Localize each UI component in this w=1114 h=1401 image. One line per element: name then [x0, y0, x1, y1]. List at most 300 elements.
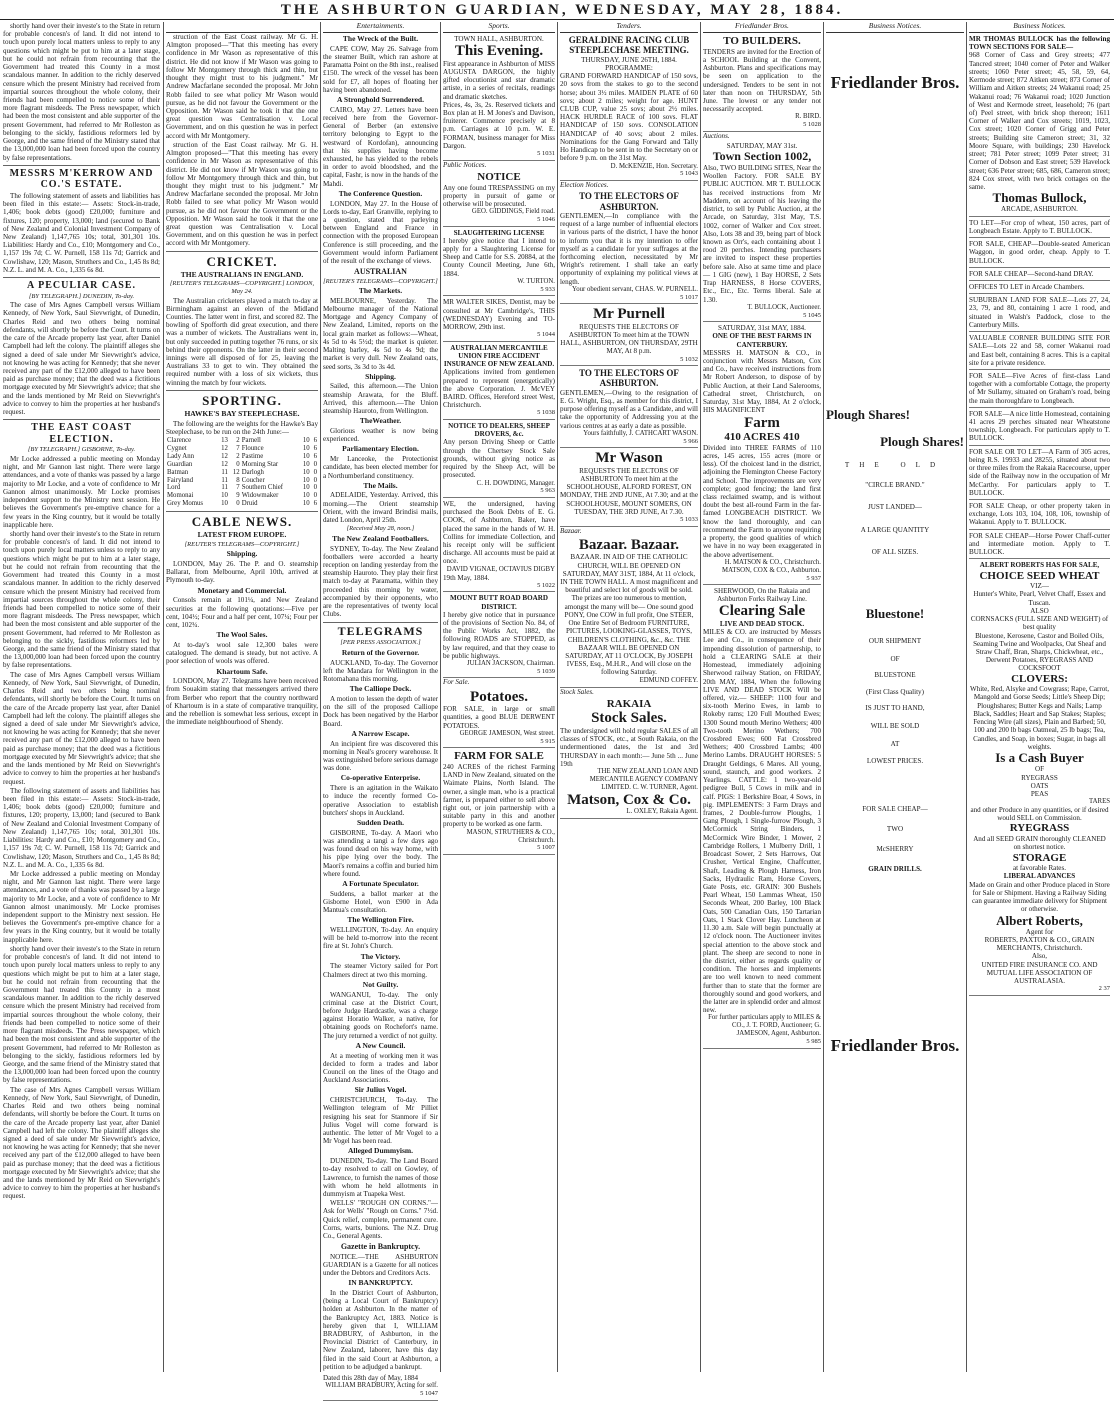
- builders-body: TENDERS are invited for the Erection of a SCHOOL Building at the Convent, Ashburton. Plans and specifications may be seen on application to the undersigned. Tenders to be sent in not later than noon on THURSDAY, 5th June. The lowest or any tender not necessarily accepted.: [703, 47, 821, 114]
- footballers-body: SYDNEY, To-day. The New Zealand footballers were accorded a hearty reception on landing yesterday from the steamship Hauroto. They play their first match to-day at Paramatta, within they proceeded this morning by water, accompanied by their opponents, who are the representatives of twenty local Clubs.: [323, 544, 438, 619]
- farm-sig: H. MATSON & CO., Christchurch. MATSON, COX & CO., Ashburton.: [722, 558, 821, 574]
- racing-ref: 5 1043: [680, 170, 698, 178]
- election-head: Election Notices.: [560, 180, 609, 189]
- cash-buyer: Is a Cash Buyer: [995, 749, 1084, 765]
- column-rule: [823, 22, 824, 1372]
- weights-cell: 0: [313, 468, 317, 476]
- dock-head: The Calliope Dock.: [349, 684, 412, 694]
- column-rule: [557, 22, 558, 1372]
- coop-body: There is an agitation in the Waikato to induce the recently formed Co-operative Association to establish butchers' shops in Auckland.: [323, 784, 438, 817]
- auction1-date: SATURDAY, MAY 31st.: [726, 142, 798, 151]
- weights-cell: 6: [313, 437, 317, 445]
- partnership-sig: DAVID VIGNAE, OCTAVIUS DIGBY: [446, 565, 555, 573]
- the-old: THE OLD: [844, 460, 946, 469]
- cricket-body: The Australian cricketers played a match to-day at Birmingham against an eleven of the Midland Counties. The latter went in first, and scored 82. The bowling of Spofforth did great execution, and there was a number of wickets. The Australians went in, but only succeeded in putting together 76 runs, or six behind their opponents. On the latter in their second innings were all disposed of for 25, leaving the Australians 33 to get to win. They obtained the required number with a loss of six wickets, thus winning the match by four wickets.: [166, 296, 318, 387]
- auction1-sig: T. BULLOCK, Auctioneer.: [747, 303, 821, 311]
- escape-body: An incipient fire was discovered this morning in Neal's grocery warehouse. It was extinguished before serious damage was done.: [323, 739, 438, 773]
- insurance-body: Applications invited from gentlemen prepared to represent (energetically) the above Corporation. J. McVEY BAIRD. Offices, Hereford street West, Christchurch.: [443, 368, 555, 410]
- sherwood-head: SHERWOOD, On the Rakaia and Ashburton Forks Railway Line.: [714, 587, 810, 604]
- wreck-body: CAPE COW, May 26. Salvage from the steamer Built, which ran ashore at Paramatta Point on the 8th inst., realised £150. The wreck of the vessel has been sold for £7, all hopes of floating her having been abandoned.: [323, 44, 438, 94]
- weights-cell: 11: [221, 476, 228, 484]
- rakaia-head: RAKAIA: [606, 697, 652, 710]
- ryegrass-2: RYEGRASS: [1009, 822, 1070, 835]
- matson-sig: L. OXLEY, Rakaia Agent.: [626, 808, 698, 816]
- weights-row: [166, 445, 318, 453]
- auction2-head: ONE OF THE BEST FARMS IN CANTERBURY.: [712, 332, 812, 349]
- telegrams-caption: [PER PRESS ASSOCIATION.]: [340, 639, 421, 647]
- electors2-sig: Yours faithfully, J. CATHCART WASON.: [583, 429, 698, 437]
- east-coast-body-repeat: Mr Locke addressed a public meeting on Monday night, and Mr Gannon last night. There were large attendances, and a vote of thanks was passed by a large majority to Mr Locke, and a vote of confidence to Mr Gannon almost unanimously. Mr Locke promises independent support to the Ministry next session. He believes the Government's pre-emptive chance for a few years in the King country, but it would be totally inapplicable here.: [3, 869, 160, 944]
- column-5: [560, 33, 698, 1369]
- valuable-ad: [969, 332, 1110, 370]
- shipping-head: Shipping.: [226, 549, 258, 559]
- cornsacks: CORNSACKS (FULL SIZE AND WEIGHT) of best quality: [970, 615, 1109, 632]
- auction1-ad: [703, 140, 821, 322]
- column-header-sports: Sports.: [443, 22, 555, 33]
- weights-cell: Lady Ann: [167, 452, 194, 460]
- bankruptcy-ref: 5 1047: [420, 1390, 438, 1398]
- viz: VIZ—: [1030, 582, 1049, 591]
- mounthutt-ref: 5 1039: [537, 667, 555, 675]
- mckerrow-body-repeat: The following statement of assets and liabilities has been filed in this estate:— Assets: Stock-in-trade, 1,406; book debts (good) £20,000; furniture and fixtures, 120; property, 13,000; land (secured to Bank of New Zealand and Colonial Investment Company of New Zealand) 1,147,765 10s; total, 301,301 10s. Liabilities: Hardy and Co., £10; Montgomery and Co., 1,157 19s 7d; C. W. Purnell, 158 11s 7d; Garrick and Cowlishaw, 120; Mason, Struthers and Co., 1,45 8s 8d; N.Z. L. and M. A. Co., 1,335 6s 8d.: [3, 786, 160, 869]
- rakaia-body: The undersigned will hold regular SALES of all classes of STOCK, etc., at South Rakaia, on the undermentioned dates, the 1st and 3rd THURSDAY in each month:— June 5th ... June 19th: [560, 726, 698, 768]
- trespass-head: NOTICE: [477, 170, 521, 183]
- also-2: Also,: [1031, 952, 1048, 961]
- our-shipment: OUR SHIPMENT: [868, 637, 922, 646]
- parliamentary-head: Parliamentary Election.: [342, 444, 419, 454]
- article-opening: shortly hand over their investe's to the State in return for probable concesn's of land. It did not intend to touch upon purely local matters unless to reply to any questions which might be put to him at a later stage, but he could not refrain from recounting that the Government had treated this County in a most scandalous manner. In addition to the richly deserved censure which the present Ministry had received from impartial sources throughout the whole colony, their friends had been compelled to notice some of their more flagrant misdeeds. The Press newspaper, which had been the most consistent and able supporter of the present Government, had referred to Mr Rolleston as belonging to the sickly, fastidious reformers led by George, and the same friend of the Ministry stated that the 13,000,000 loan had been forced upon the country by false representations.: [3, 22, 161, 162]
- corns-ad: WELLS' "ROUGH ON CORNS."—Ask for Wells' "Rough on Corns." 7½d. Quick relief, complete, permanent cure. Corns, warts, bunions. The N.Z. Drug Co., General Agents.: [323, 1199, 438, 1241]
- column-6: [703, 33, 821, 1369]
- electors2-body: GENTLEMEN,—Owing to the resignation of E. G. Wright, Esq., as member for this district, I purpose offering myself as a Candidate, and will take the opportunity of Addressing you at the various centres at as early a date as possible.: [560, 388, 698, 430]
- weights-cell: Grey Momus: [167, 500, 204, 508]
- rakaia-ad: [560, 696, 698, 819]
- column-rule: [700, 22, 701, 1372]
- oats: OATS: [1030, 781, 1049, 790]
- column-rule: [440, 22, 441, 1372]
- column-3: [323, 33, 438, 1398]
- matson-big: Matson, Cox & Co.: [567, 791, 691, 808]
- ryegrass-2-body: And all SEED GRAIN thoroughly CLEANED on shortest notice.: [973, 835, 1106, 852]
- bankruptcy-sig-block: [323, 1372, 438, 1401]
- builders-ad: [703, 33, 821, 132]
- farm-forsale-sig: MASON, STRUTHERS & CO., Christchurch.: [466, 828, 555, 844]
- clearing-ad: [703, 585, 821, 1049]
- weather-body: Glorious weather is now being experienced.: [323, 427, 438, 444]
- forsale1-ad: [969, 238, 1110, 268]
- notguilty-body: WANGANUI, To-day. The only criminal case at the District Court, before Judge Hardcastle, was a charge against Horatio Walker, a native, for obtaining goods on Rochefort's name. The jury returned a verdict of not guilty.: [323, 990, 438, 1040]
- weights-cell: 6: [313, 452, 317, 460]
- weights-row: [166, 469, 318, 477]
- trespass-sig: GEO. GIDDINGS, Field road.: [471, 208, 555, 216]
- racing-body: GRAND FORWARD HANDICAP of 150 sovs, 20 sovs from the stakes to go to the second horse; about 3½ miles. MAIDEN PLATE of 60 sovs; about 2 miles; weight for age. HUNT CLUB CUP, value 25 sovs; about 2½ miles. HACK HURDLE RACE of 100 sovs. FLAT HANDICAP of 150 sovs. CONSOLATION HANDICAP of 40 sovs; about 2 miles. Nominations for the Gang Forward and Tally Ho Handicap to be sent in to the Secretary on or before 9 p.m. on the 31st May.: [560, 72, 698, 163]
- bankruptcy-notice: NOTICE.—THE ASHBURTON GUARDIAN is a Gazette for all notices under the Debtors and Creditors Acts.: [323, 1252, 438, 1277]
- racing-date: THURSDAY, JUNE 26TH, 1884.: [581, 55, 677, 64]
- electors2-ref: 5 966: [683, 437, 698, 445]
- column-header-blank: [166, 22, 318, 33]
- weights-cell: Clarence: [167, 437, 192, 445]
- slaughter-ad: [443, 227, 555, 297]
- column-header-friedlander: Friedlander Bros.: [703, 22, 821, 33]
- weights-cell: Batman: [167, 468, 189, 476]
- council-body: At a meeting of working men it was decided to form a trades and labor Council on the lines of the Otago and Auckland Associations.: [323, 1051, 438, 1085]
- parliamentary-body: Mr Lanceoke, the Protectionist candidate, has been elected member for a Northumberland constituency.: [323, 455, 438, 480]
- mounthutt-ad: [443, 592, 555, 678]
- of-label: OF: [890, 655, 900, 664]
- weights-cell: 12: [221, 445, 228, 452]
- potatoes-ad: [443, 687, 555, 749]
- dummyism-body: DUNEDIN, To-day. The Land Board to-day resolved to call on Gowley, of Lawrence, to furnish the names of those with whom he held allotments in dummyism at Tuapeka West.: [323, 1157, 438, 1198]
- australian-title: AUSTRALIAN: [354, 267, 407, 277]
- shipping-head-2: Shipping.: [365, 371, 396, 381]
- notguilty-head: Not Guilty.: [362, 979, 399, 989]
- rakaia-big: Stock Sales.: [591, 710, 667, 727]
- received-note: [Received May 28, noon.]: [346, 525, 415, 533]
- farm-forsale-head: FARM FOR SALE: [454, 750, 544, 763]
- syndicate-head: A Fortunate Speculator.: [342, 879, 419, 889]
- slaughter-sig: W. TURTON.: [517, 277, 555, 285]
- telegrams-title: TELEGRAMS: [323, 622, 438, 639]
- death-body: GISBORNE, To-day. A Maori who was attending a tangi a few days ago was found dead on his way home, with his pipe lying over the body. The Maori's remains a coffin and buried him where found.: [323, 828, 438, 878]
- cable-news-title: CABLE NEWS.: [166, 511, 318, 529]
- khartoum-head: Khartoum Safe.: [216, 666, 268, 676]
- column-rule: [163, 22, 164, 1372]
- offices: OFFICES TO LET in Arcade Chambers.: [969, 282, 1085, 291]
- farm-big: Farm: [744, 414, 780, 431]
- tares: TARES: [1089, 798, 1110, 806]
- weights-row: [166, 484, 318, 492]
- wason-ad: [560, 448, 698, 526]
- cash-body: and other Produce in any quantities, or if desired would SELL on Commission.: [970, 806, 1109, 823]
- farm-body: Divided into THREE FARMS of 110 acres, 145 acres, 155 acres (more or less). Of the choicest land in the district, adjoining the Flemington Cheese Factory and School. The improvements are very complete; good fencing; the land first class reclaimed swamp, and is without doubt the best all-round Farm in the far-famed LONGBEACH DISTRICT. We know the land thoroughly, and can recommend the Farm to anyone requiring a property, the good qualities of which we have in no way been exaggerated in the above advertisement.: [703, 443, 821, 559]
- large-quantity: A LARGE QUANTITY: [860, 525, 930, 534]
- forsale6: FOR SALE Cheap, or other property taken in exchange, Lots 103, 104, 108, 106, township of Wakanui. Apply to T. BULLOCK.: [969, 502, 1110, 527]
- insurance-ad: [443, 342, 555, 420]
- friedlander-top: Friedlander Bros.: [830, 73, 960, 92]
- purnell-ad: [560, 304, 698, 366]
- weights-cell: Parnell: [241, 437, 261, 445]
- forsale2: FOR SALE CHEAP—Second-hand DRAY.: [969, 269, 1094, 278]
- racing-sig: D. McKENZIE, Hon. Secretary.: [610, 162, 698, 170]
- slaughter-body: I hereby give notice that I intend to apply for a Slaughtering License for Sheep and Cattle for S.S. 20884, at the County Council Meeting, June 6th, 1884.: [443, 236, 555, 278]
- racing-prog: PROGRAMME:: [605, 63, 653, 72]
- cricket-caption: [REUTER'S TELEGRAMS—COPYRIGHT.] LONDON, May 24.: [169, 280, 315, 295]
- tolet1: TO LET—For crop of wheat, 150 acres, part of Longbeach Estate. Apply to T. BULLOCK.: [969, 218, 1110, 235]
- column-header-business-notices-2: Business Notices.: [969, 22, 1110, 33]
- dentist-ad: [443, 296, 555, 341]
- meeting-report-cont: struction of the East Coast railway. Mr G. H. Almgton proposed—"That this meeting has every confidence in Mr Wason as representative of this district. He did not know if Mr Wason was going to follow Mr Montgomery through thick and thin, but thought they might trust to his judgment." Mr Andrew Macfarlane seconded the proposal. Mr John Robb failed to see what policy Mr Wason would pursue, as he did not favour the Government or the Opposition. Mr Wason said he took it that the one great question was Centralisation v. Local Government, and on this question he was in perfect accord with Mr Montgomery.: [166, 140, 318, 248]
- cable-news-subtitle: LATEST FROM EUROPE.: [197, 530, 287, 540]
- bazaar-ad: [560, 535, 698, 688]
- forsale4: FOR SALE—A nice little Homestead, containing 41 acres 29 perches situated near Wheatstone township, Longbeach. For particulars apply to T. BULLOCK.: [969, 409, 1110, 443]
- conference-head: The Conference Question.: [338, 188, 423, 198]
- fire-head: The Wellington Fire.: [347, 915, 414, 925]
- escape-head: A Narrow Escape.: [351, 728, 410, 738]
- trespass-body: Any one found TRESPASSING on my property in pursuit of game or otherwise will be prosecuted.: [443, 183, 555, 208]
- forsale3: FOR SALE—Five Acres of first-class Land together with a comfortable Cottage, the property of Mr Sullamy, situated on Graham's road, being the main thoroughfare to Longbeach.: [969, 371, 1110, 405]
- townhall-big: This Evening.: [454, 43, 544, 60]
- cable-news-caption: [REUTER'S TELEGRAMS—COPYRIGHT.]: [184, 540, 300, 548]
- auction1-ref: 5 1045: [803, 311, 821, 319]
- bazaar-head: Bazaar.: [560, 526, 582, 535]
- mounthutt-body: I hereby give notice that in pursuance of the provisions of Section No. 84, of the Public Works Act, 1882, the following ROADS are STOPPED, as by law required, and that they cease to be public highways.: [443, 610, 555, 660]
- weights-cell: Darlogh: [241, 468, 264, 476]
- insurance-agency: UNITED FIRE INSURANCE CO. AND MUTUAL LIFE ASSOCIATION OF AUSTRALASIA.: [981, 960, 1098, 986]
- east-coast-caption: [BY TELEGRAPH.] GISBORNE, To-day.: [27, 446, 136, 454]
- at-label: AT: [890, 740, 900, 749]
- forsale3-ad: [969, 370, 1110, 408]
- weights-cell: 10: [221, 492, 228, 500]
- purnell-big: Mr Purnell: [593, 306, 665, 323]
- bazaar-body: BAZAAR. IN AID OF THE CATHOLIC CHURCH, WILL BE OPENED ON SATURDAY, MAY 31ST, 1884, At 11 o'clock, IN THE TOWN HALL. A most magnificent and beautiful and select lot of goods will be sold. The prizes are too numerous to mention, amongst the many will be— One sound good PONY, One COW in full profit, One STEER, One Entire Set of Bedroom FURNITURE, PICTURES, LOOKING-GLASSES, TOYS, CHILDREN'S CLOTHING, &c., &c. THE BAZAAR WILL BE OPENED ON SATURDAY, AT 11 O'CLOCK, By JOSEPH IVESS, Esq., M.H.R., And will close on the following Saturday.: [560, 553, 698, 677]
- stocksales-head: Stock Sales.: [560, 687, 594, 696]
- column-8: [969, 33, 1110, 1369]
- auction2-body: MESSRS H. MATSON & CO., in conjunction with Messrs Matson, Cox and Co., have received instructions from Mr Robert Anderson, to dispose of by Public Auction, at their Land Salerooms, Cathedral street, Christchurch, on Saturday, 31st May, 1884, At 2 o'clock, HIS MAGNIFICENT: [703, 348, 821, 415]
- auction2-ad: [703, 322, 821, 585]
- column-header-entertainments: Entertainments.: [323, 22, 438, 33]
- forsale7: FOR SALE CHEAP—Horse Power Chaff-cutter and intermediate motion. Apply to T. BULLOCK.: [969, 531, 1110, 557]
- roberts-ad: [969, 559, 1110, 996]
- valuable: VALUABLE CORNER BUILDING SITE FOR SALE—Lots 22 and 58, corner Wakanui road and East belt, containing 8 acres. This is a capital site for a private residence.: [969, 334, 1110, 367]
- sporting-subtitle: HAWKE'S BAY STEEPLECHASE.: [184, 409, 300, 418]
- mckerrow-title: MESSRS M'KERROW AND CO.'S ESTATE.: [3, 165, 160, 191]
- potatoes-big: Potatoes.: [470, 688, 528, 705]
- fire-body: WELLINGTON, To-day. An enquiry will be held to-morrow into the recent fire at St. John's Church.: [323, 926, 438, 951]
- clearing-sub: LIVE AND DEAD STOCK.: [719, 619, 805, 628]
- electors1-ref: 5 1017: [680, 293, 698, 301]
- markets-head: The Markets.: [358, 286, 403, 296]
- gazette-head: Gazette in Bankruptcy.: [340, 1242, 421, 1252]
- peas: PEAS: [1030, 789, 1049, 798]
- column-1: [3, 22, 160, 1372]
- weights-cell: Momonai: [167, 492, 194, 500]
- mounthutt-head: MOUNT BUTT ROAD BOARD DISTRICT.: [449, 594, 549, 611]
- weights-cell: Morning Star: [241, 460, 279, 468]
- mails-head: The Mails.: [363, 480, 398, 490]
- trespass-ad: [443, 169, 555, 227]
- weights-cell: 10: [302, 492, 310, 500]
- forsale5: FOR SALE OR TO LET—A Farm of 305 acres, being R.S. 19933 and 28255, situated about two or three miles from the Rakaia Racecourse, upper side of the Railway now in the occupation of Mr McCarthy. For particulars apply to T. BULLOCK.: [969, 447, 1110, 497]
- weights-cell: 11: [221, 468, 228, 476]
- goods-list: Bluestone, Kerosene, Castor and Boiled Oils, Seaming Twine and Woolpacks, Oat Sheaf and Straw Chaff, Bran, Sharps, Chickwheat, etc., Derwent Potatoes, RYEGRASS AND COCKSFOOT: [973, 631, 1106, 673]
- meeting-report: struction of the East Coast railway. Mr G. H. Almgton proposed—"That this meeting has every confidence in Mr Wason as representative of this district. He did not know if Mr Wason was going to follow Mr Montgomery through thick and thin, but thought they might trust to his judgment." Mr Andrew Macfarlane seconded the proposal. Mr John Robb failed to see what policy Mr Wason would pursue, as he did not favour the Government or the Opposition. Mr Wason said he took it that the one great question was Centralisation v. Local Government, and on this question he was in perfect accord with Mr Montgomery.: [166, 33, 318, 140]
- bluestone-head: Bluestone!: [865, 605, 925, 621]
- monetary-head: Monetary and Commercial.: [197, 585, 287, 595]
- bullock-ad: [969, 33, 1110, 217]
- weights-cell: 8: [236, 476, 240, 484]
- weights-cell: 10: [302, 484, 310, 492]
- purnell-ref: 5 1032: [680, 355, 698, 363]
- clearing-ref: 5 985: [806, 1038, 821, 1046]
- weights-cell: 2: [236, 437, 240, 445]
- spacer: [826, 101, 964, 401]
- clearing-body: MILES & CO. are instructed by Messrs Lee and Co., in consequence of their impending dissolution of partnership, to hold a CLEARING SALE at their Homestead, immediately adjoining Sherwood railway Station, on FRIDAY, 20th MAY, 1884, When the following LIVE AND DEAD STOCK Will be offered, viz.— SHEEP: 1100 four and six-tooth Merino Ewes, in lamb to Rokeby rams; 120 Full Mouthed Ewes; 1300 Sound mouth Merino Wethers; 400 Two-tooth Merino Wethers; 700 Crossbred Ewes; 600 Fat Crossbred Wethers; 400 Crossbred Lambs; 400 Merino Lambs. DRAUGHT HORSES: 5 Draught Geldings, 6 Mares. All young, sound, staunch, and good workers. 2 Yearlings. CATTLE: 1 two-year-old pedigree Bull, 5 Cows in milk and in calf. PIGS: 1 Berkshire Boar, 4 Sows, in pig. IMPLEMENTS: 3 Farm Drays and frames, 2 Double-furrow Ploughs, 1 Gang Plough, 1 Single-furrow Plough, 3 McCormick String Binders, 1 McCormick Wire Binder, 1 Mower, 2 Cambridge Rollers, 1 Mulberry Drill, 1 Broadcast Sower, 2 Sets Harrows, Oat Crusher, Vertical Engine, Chaffcutter, Shaft, Leading & Plough Harness, Iron Sacks, Hydraulic Ram, Horse Covers, Gate Posts, etc. GRAIN: 300 Bushels Pearl Wheat, 150 Lammas Wheat, 150 Seconds Wheat, 200 Barley, 100 Black Oats, 500 Canadian Oats, 150 Tartarian Oats, 1 Stack Clover Hay. Luncheon at 11.30 a.m. Sale will begin punctually at 12 o'clock noon. The Auctioneer invites special attention to the above stock and plant. The sheep are second to none in the district, either as regards quality or condition. The horses and implements are too well known to need comment further than to state that the former are thoroughly sound and good workers, and the latter are in splendid order and almost new.: [703, 628, 821, 1015]
- column-header-business-notices: Business Notices.: [826, 22, 964, 33]
- bazaar-sig: EDMUND COFFEY.: [639, 676, 698, 684]
- farm-forsale-ref: 5 1007: [537, 844, 555, 852]
- townhall-ad: [443, 33, 555, 161]
- slaughter-head: SLAUGHTERING LICENSE: [453, 228, 545, 237]
- insurance-head: AUSTRALIAN MERCANTILE UNION FIRE ACCIDENT INSURANCE OF NEW ZEALAND.: [443, 343, 555, 369]
- rakaia-sig: THE NEW ZEALAND LOAN AND MERCANTILE AGENCY COMPANY LIMITED. C. W. TURNER, Agent.: [589, 767, 698, 791]
- bankruptcy-sig: WILLIAM BRADBURY, Acting for self.: [325, 1382, 438, 1390]
- stronghold-body: CAIRO, May 27. Letters have been received here from the Governor-General of Berber (an extensive territory belonging to Egypt to the westward of Kordofan), announcing that his supplies having become exhausted, he has yielded to the rebels in order to avoid bloodshed, and the capital, Fashr, is now in the hands of the Mahdi.: [323, 105, 438, 188]
- column-rule: [320, 22, 321, 1372]
- electors1-head: TO THE ELECTORS OF ASHBURTON.: [579, 191, 679, 212]
- weights-cell: 10: [302, 468, 310, 476]
- death-head: Sudden Death.: [356, 818, 405, 828]
- shipping-body: LONDON, May 26. The P. and O. steamship Ballarat, from Melbourne, April 10th, arrived at Plymouth to-day.: [166, 559, 318, 585]
- agent-for: Agent for: [1025, 927, 1054, 936]
- plough-2: Plough Shares!: [880, 433, 964, 449]
- forsale6-ad: [969, 500, 1110, 530]
- weights-cell: Pastime: [241, 452, 264, 460]
- roberts-ref: 2 37: [1098, 985, 1110, 993]
- farm-acres: 410 ACRES 410: [724, 431, 800, 444]
- just-to-hand: IS JUST TO HAND,: [865, 703, 925, 712]
- weights-row: [166, 461, 318, 469]
- victory-body: The steamer Victory sailed for Port Chalmers direct at two this morning.: [323, 962, 438, 979]
- wreck-title: The Wreck of the Built.: [342, 34, 419, 43]
- weights-cell: Flounce: [241, 445, 264, 452]
- wason-big: Mr Wason: [595, 450, 663, 467]
- weights-cell: 11: [221, 484, 228, 492]
- weights-cell: Guardian: [167, 460, 193, 468]
- public-notices-head: Public Notices.: [443, 160, 487, 169]
- choice-wheat: CHOICE SEED WHEAT: [979, 569, 1100, 582]
- friedlander-bottom: Friedlander Bros.: [830, 1035, 960, 1055]
- forsale7-ad: [969, 530, 1110, 560]
- sporting-title: SPORTING.: [166, 390, 318, 408]
- shipping-body-2: Sailed, this afternoon.—The Union steamship Arawata, for the Bluff. Arrived, this afternoon.—The Union steamship Hauroto, from Wellington.: [323, 382, 438, 416]
- peculiar-case-title: A PECULIAR CASE.: [3, 277, 160, 292]
- purnell-body: REQUESTS THE ELECTORS OF ASHBURTON To meet him at the TOWN HALL, ASHBURTON, ON THURSDAY, 29TH MAY, At 8 p.m.: [560, 322, 698, 356]
- offices-ad: [969, 281, 1110, 294]
- weights-cell: 10: [302, 500, 310, 508]
- cricket-title: CRICKET.: [166, 251, 318, 269]
- bullock-head: MR THOMAS BULLOCK has the following TOWN SECTIONS FOR SALE—: [969, 35, 1110, 52]
- weights-cell: 10: [302, 445, 310, 452]
- wool-head: The Wool Sales.: [216, 630, 268, 640]
- suburban-ad: [969, 294, 1110, 332]
- two-label: TWO: [886, 825, 904, 834]
- wason-body: REQUESTS THE ELECTORS OF ASHBURTON To meet him at the SCHOOLHOUSE, ALFORD FOREST, ON MONDAY, THE 2ND JUNE, At 7.30; and at the SCHOOLHOUSE, MOUNT SOMERS, ON TUESDAY, THE 3RD JUNE, At 7.30.: [560, 466, 698, 516]
- also: ALSO: [1030, 606, 1049, 615]
- forsale1: FOR SALE, CHEAP—Double-seated American Waggon, in good order, cheap. Apply to T. BULLOCK.: [969, 240, 1110, 265]
- east-coast-body: Mr Locke addressed a public meeting on Monday night, and Mr Gannon last night. There were large attendances, and a vote of thanks was passed by a large majority to Mr Locke, and a vote of confidence to Mr Gannon almost unanimously. Mr Locke promises independent support to the Ministry next session. He believes the Government's pre-emptive chance for a few years in the King country, but it would be totally inapplicable here.: [3, 455, 160, 529]
- auctions-head: Auctions.: [703, 131, 730, 140]
- weights-cell: 10: [302, 460, 310, 468]
- electors2-ad: [560, 366, 698, 448]
- weights-cell: 0: [313, 460, 317, 468]
- weights-row: [166, 477, 318, 485]
- weather-head: TheWeather.: [359, 416, 402, 426]
- dock-body: A motion to lessen the depth of water on the sill of the proposed Calliope Dock has been negatived by the Harbor Board.: [323, 695, 438, 728]
- forsale-head: For Sale.: [443, 678, 470, 687]
- trespass-ref: 5 1046: [537, 216, 555, 224]
- partnership-date: 19th May, 1884.: [443, 573, 490, 582]
- potatoes-sig: GEORGE JAMESON, West street.: [459, 729, 555, 737]
- telegrams-body: AUCKLAND, To-day. The Governor left the Mandara for Wellington in the Rotomahana this morning.: [323, 658, 438, 684]
- newspaper-title: THE ASHBURTON GUARDIAN, WEDNESDAY, MAY 28, 1884.: [280, 2, 844, 18]
- weights-cell: 6: [313, 500, 317, 508]
- liberal: LIBERAL ADVANCES: [1003, 872, 1076, 881]
- telegrams-sub: Return of the Governor.: [341, 647, 420, 657]
- builders-head: TO BUILDERS.: [723, 35, 801, 47]
- sporting-intro: The following are the weights for the Hawke's Bay Steeplechase, to be run on the 24th June:—: [166, 419, 318, 436]
- dealers-head: NOTICE TO DEALERS, SHEEP DROVERS, &c.: [448, 421, 550, 439]
- auction1-big: Town Section 1002,: [712, 149, 812, 164]
- townhall-prices: Prices, 4s, 3s, 2s. Reserved tickets and Box plan at H. M Jones's and Davison, fruiterer. Commence precisely at 8 p.m. Carriages at 10 p.m. W. E. FORMAN, business manager for Miss Dargon.: [443, 100, 555, 150]
- column-2: [166, 33, 318, 1369]
- weights-cell: 12: [221, 460, 228, 468]
- article-opening-repeat-2: shortly hand over their investe's to the State in return for probable concesn's of land. It did not intend to touch upon purely local matters unless to reply to any questions which might be put to him at a later stage, but he could not refrain from recounting that the Government had treated this County in a most scandalous manner. In addition to the richly deserved censure which the present Ministry had received from impartial sources throughout the whole colony, their friends had been compelled to notice some of their more flagrant misdeeds. The Press newspaper, which had been the most consistent and able supporter of the present Government, had referred to Mr Rolleston as belonging to the sickly, fastidious reformers led by George, and the same friend of the Ministry stated that the 13,000,000 loan had been forced upon the country by false representations.: [3, 944, 161, 1085]
- albert-big: Albert Roberts,: [996, 912, 1083, 928]
- cricket-subtitle: THE AUSTRALIANS IN ENGLAND.: [180, 269, 304, 279]
- electors1-ad: [560, 189, 698, 304]
- weights-cell: 10: [221, 500, 228, 508]
- clearing-big: Clearing Sale: [718, 603, 806, 620]
- east-coast-title: THE EAST COAST ELECTION.: [3, 419, 160, 445]
- weights-cell: 9: [236, 492, 240, 500]
- builders-sig: R. BIRD.: [795, 113, 821, 121]
- thomas-big: Thomas Bullock,: [992, 190, 1087, 206]
- weights-cell: 10: [302, 476, 310, 484]
- electors2-head: TO THE ELECTORS OF ASHBURTON.: [579, 368, 679, 389]
- stronghold-head: A Stronghold Surrendered.: [337, 95, 424, 104]
- circle-brand: "CIRCLE BRAND.": [865, 481, 925, 490]
- just-landed: JUST LANDED—: [867, 503, 923, 512]
- wool-body: At to-day's wool sale 12,300 bales were catalogued. The demand is steady, but not active. A poor selection of wools was offered.: [166, 640, 318, 666]
- storage: STORAGE: [1012, 851, 1067, 864]
- weights-cell: Fairyland: [167, 476, 194, 484]
- weights-cell: Coucher: [241, 476, 265, 484]
- peculiar-case-body-repeat: The case of Mrs Agnes Campbell versus William Kennedy, of New York, Saul Sievwright, of Dunedin, Charles Reid and two others being nominal defendants, will shortly be before the Court. It turns on the care of the Arcade property last year, after Daniel Campbell had left the colony. The plaintiff alleges she signed a deed of sale under Mr Sievwright's advice, not knowing he was acting for Kennedy; that she never received any part of the £12,000 alleged to have been paid as purchase money; that the deed was a fictitious mortgage executed by Mr Sievwright's advice; that she and the lands mentioned by Mr Reid on Sievwright's advice to convey to him the properties at her husband's request.: [3, 670, 160, 786]
- forsale-cheap: FOR SALE CHEAP—: [862, 804, 928, 813]
- racing-ad: [560, 33, 698, 181]
- column-4: [443, 33, 555, 1369]
- khartoum-body: LONDON, May 27. Telegrams have been received from Souakim stating that messengers arrived there from Berber who report that the country northward of Khartoum is in a state of comparative tranquility, and the rebellion is somewhat less serious, except in the immediate neighbourhood of Shendy.: [166, 677, 318, 727]
- forsale4-ad: [969, 408, 1110, 446]
- auction2-date: SATURDAY, 31st MAY, 1884.: [718, 324, 806, 333]
- agent-body: ROBERTS, PAXTON & CO., GRAIN MERCHANTS, Christchurch.: [984, 936, 1095, 953]
- column-7: [826, 33, 964, 1369]
- mckerrow-body: The following statement of assets and liabilities has been filed in this estate:— Assets: Stock-in-trade, 1,406; book debts (good) £20,000; furniture and fixtures, 120; property, 13,000; land (secured to Bank of New Zealand and Colonial Investment Company of New Zealand) 1,147,765 10s; total, 301,301 10s. Liabilities: Hardy and Co., £10; Montgomery and Co., 1,157 19s 7d; C. W. Purnell, 158 11s 7d; Garrick and Cowlishaw, 120; Mason, Struthers and Co., 1,45 8s 8d; N.Z. L. and M. A. Co., 1,335 6s 8d.: [3, 191, 160, 274]
- australian-caption: [REUTER'S TELEGRAMS—COPYRIGHT.]: [323, 277, 438, 285]
- syndicate-body: Suddens, a ballot marker at the Gisborne Hotel, won £900 in Ada Mantua's consultation.: [323, 889, 438, 915]
- victory-head: The Victory.: [360, 951, 401, 961]
- dealers-sig: C. H. DOWDING, Manager.: [476, 479, 555, 487]
- builders-ref: 5 1028: [803, 121, 821, 129]
- weights-cell: 7: [236, 484, 240, 492]
- conference-body: LONDON, May 27. In the House of Lords to-day, Earl Granville, replying to a question, stated that parleying between England and France in connection with the proposed European Conference is still proceeding, and the Government would inform Parliament of the result of the exchange of views.: [323, 199, 438, 266]
- grain-drills: GRAIN DRILLS.: [868, 865, 922, 874]
- of-ry: OF: [1034, 765, 1045, 774]
- mounthutt-sig: JULIAN JACKSON, Chairman.: [467, 660, 555, 668]
- ryegrass: RYEGRASS: [1021, 773, 1058, 782]
- weights-cell: 0: [236, 460, 240, 468]
- weights-cell: 0: [236, 500, 240, 508]
- townhall-body: First appearance in Ashburton of MISS AUGUSTA DARGON, the highly gifted elocutionist and star dramatic artiste, in a series of recitals, readings and dramatic sketches.: [443, 59, 555, 101]
- first-class: (First Class Quality): [866, 687, 924, 696]
- dealers-ref: 5 963: [540, 487, 555, 495]
- dealers-ad: [443, 420, 555, 498]
- townhall-ref: 5 1031: [537, 150, 555, 158]
- dealers-body: Any person Driving Sheep or Cattle through the Chertsey Stock Sale grounds, without giving notice as required by the Sheep Act, will be prosecuted.: [443, 438, 555, 480]
- wheat-list: Hunter's White, Pearl, Velvet Chaff, Essex and Tuscan.: [973, 590, 1106, 607]
- potatoes-body: FOR SALE, in large or small quantities, a good BLUE DERWENT POTATOES.: [443, 705, 555, 730]
- weights-row: [166, 500, 318, 508]
